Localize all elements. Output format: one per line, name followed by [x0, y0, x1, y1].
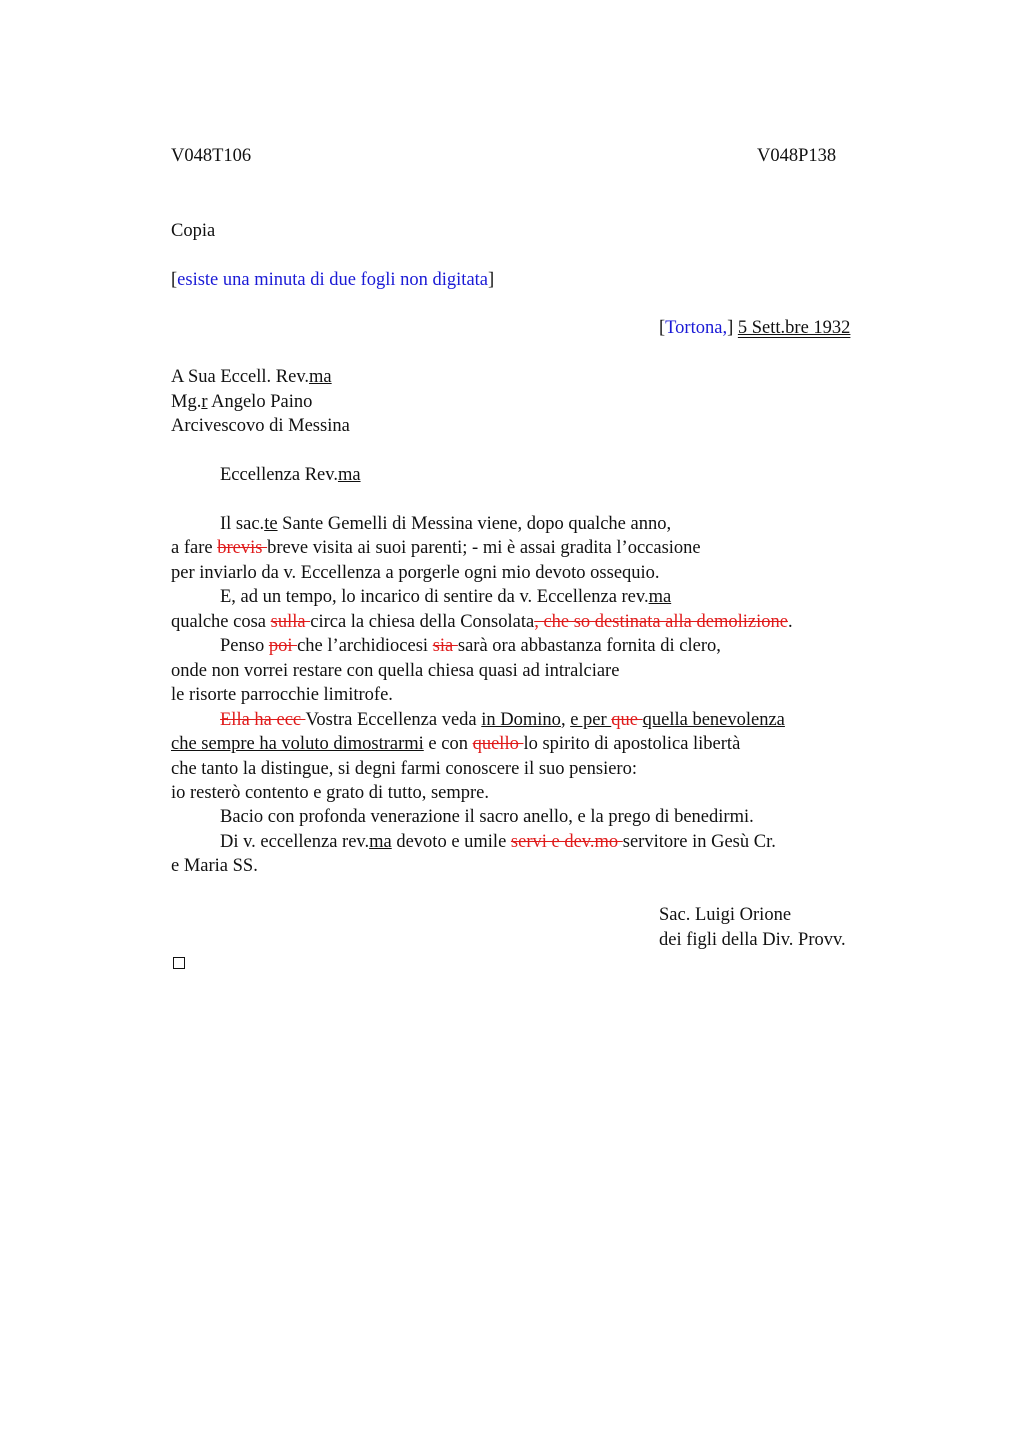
- body-line-14: [220, 832, 776, 853]
- bracket-open: [: [171, 270, 178, 290]
- deleted-text: sia: [432, 636, 458, 656]
- body-line-9: [220, 710, 785, 731]
- underlined-text: in Domino: [481, 710, 561, 730]
- text-span: .: [787, 612, 793, 632]
- text-span: circa la chiesa della Consolata: [310, 612, 535, 632]
- underlined-text: che sempre ha voluto dimostrarmi: [171, 734, 424, 754]
- underlined-text: quella benevolenza: [642, 710, 785, 730]
- body-line-8: le risorte parrocchie limitrofe.: [171, 685, 393, 705]
- body-line-7: onde non vorrei restare con quella chiesa quasi ad intralciare: [171, 661, 620, 681]
- text-span: Sante Gemelli di Messina viene, dopo qualche anno,: [277, 514, 672, 534]
- deleted-text: poi: [268, 636, 298, 656]
- deleted-text: quello: [472, 734, 524, 754]
- text-span: a fare: [171, 538, 218, 558]
- dateline-place: Tortona,: [665, 318, 728, 338]
- text-span: lo spirito di apostolica libertà: [523, 734, 741, 754]
- body-line-6: [220, 636, 721, 657]
- deleted-text: Ella ha ecc: [220, 710, 306, 730]
- text-span: devoto e umile: [391, 832, 511, 852]
- text-span: Vostra Eccellenza veda: [305, 710, 482, 730]
- bracket-close: ]: [727, 318, 734, 338]
- editorial-note: [171, 270, 494, 291]
- salutation: [220, 465, 361, 486]
- signature-title: dei figli della Div. Provv.: [659, 930, 846, 950]
- body-line-10: [171, 734, 740, 755]
- text-span: Di v. eccellenza rev.: [220, 832, 370, 852]
- end-marker-box-icon: [173, 957, 185, 969]
- body-line-2: [171, 538, 701, 559]
- body-line-11: che tanto la distingue, si degni farmi conoscere il suo pensiero:: [171, 759, 637, 779]
- address-line-3: Arcivescovo di Messina: [171, 416, 350, 436]
- body-line-15: e Maria SS.: [171, 856, 258, 876]
- text-span: ,: [560, 710, 571, 730]
- abbrev-superscript: ma: [369, 832, 392, 852]
- text-span: qualche cosa: [171, 612, 271, 632]
- dateline-date: 5 Sett.bre 1932: [737, 318, 851, 338]
- signature-name: Sac. Luigi Orione: [659, 905, 792, 925]
- abbrev-superscript: r: [201, 392, 208, 412]
- archive-code-right: V048P138: [757, 146, 837, 166]
- deleted-text: brevis: [217, 538, 268, 558]
- copy-label: Copia: [171, 221, 216, 241]
- text-span: sarà ora abbastanza fornita di clero,: [457, 636, 721, 656]
- bracket-close: ]: [488, 270, 495, 290]
- text-span: Il sac.: [220, 514, 265, 534]
- body-line-3: per inviarlo da v. Eccellenza a porgerle ogni mio devoto ossequio.: [171, 563, 660, 583]
- deleted-text: servi e dev.mo: [510, 832, 623, 852]
- text-span: e con: [423, 734, 473, 754]
- body-line-1: [220, 514, 671, 535]
- text-span: E, ad un tempo, lo incarico di sentire da v. Eccellenza rev.: [220, 587, 649, 607]
- dateline: [659, 318, 850, 339]
- bracket-open: [: [659, 318, 666, 338]
- salutation-text: Eccellenza Rev.: [220, 465, 338, 485]
- address-line-2: [171, 392, 312, 413]
- text-span: servitore in Gesù Cr.: [622, 832, 776, 852]
- text-span: breve visita ai suoi parenti; - mi è assai gradita l’occasione: [267, 538, 701, 558]
- body-line-12: io resterò contento e grato di tutto, sempre.: [171, 783, 490, 803]
- address-text: Mg.: [171, 392, 202, 412]
- address-text: A Sua Eccell. Rev.: [171, 367, 310, 387]
- abbrev-superscript: ma: [309, 367, 332, 387]
- text-span: Penso: [220, 636, 269, 656]
- deleted-text: , che so destinata alla demolizione: [534, 612, 788, 632]
- abbrev-superscript: ma: [337, 465, 361, 485]
- body-line-13: Bacio con profonda venerazione il sacro anello, e la prego di benedirmi.: [220, 807, 754, 827]
- body-line-4: [220, 587, 671, 608]
- archive-code-left: V048T106: [171, 146, 252, 166]
- address-text: Angelo Paino: [207, 392, 313, 412]
- abbrev-superscript: te: [264, 514, 278, 534]
- abbrev-superscript: ma: [648, 587, 672, 607]
- deleted-text: sulla: [270, 612, 311, 632]
- underlined-text: e per: [570, 710, 612, 730]
- body-line-5: [171, 612, 793, 633]
- text-span: che l’archidiocesi: [297, 636, 433, 656]
- address-line-1: [171, 367, 332, 388]
- editorial-note-text: esiste una minuta di due fogli non digitata: [177, 270, 489, 290]
- deleted-text: que: [611, 710, 643, 730]
